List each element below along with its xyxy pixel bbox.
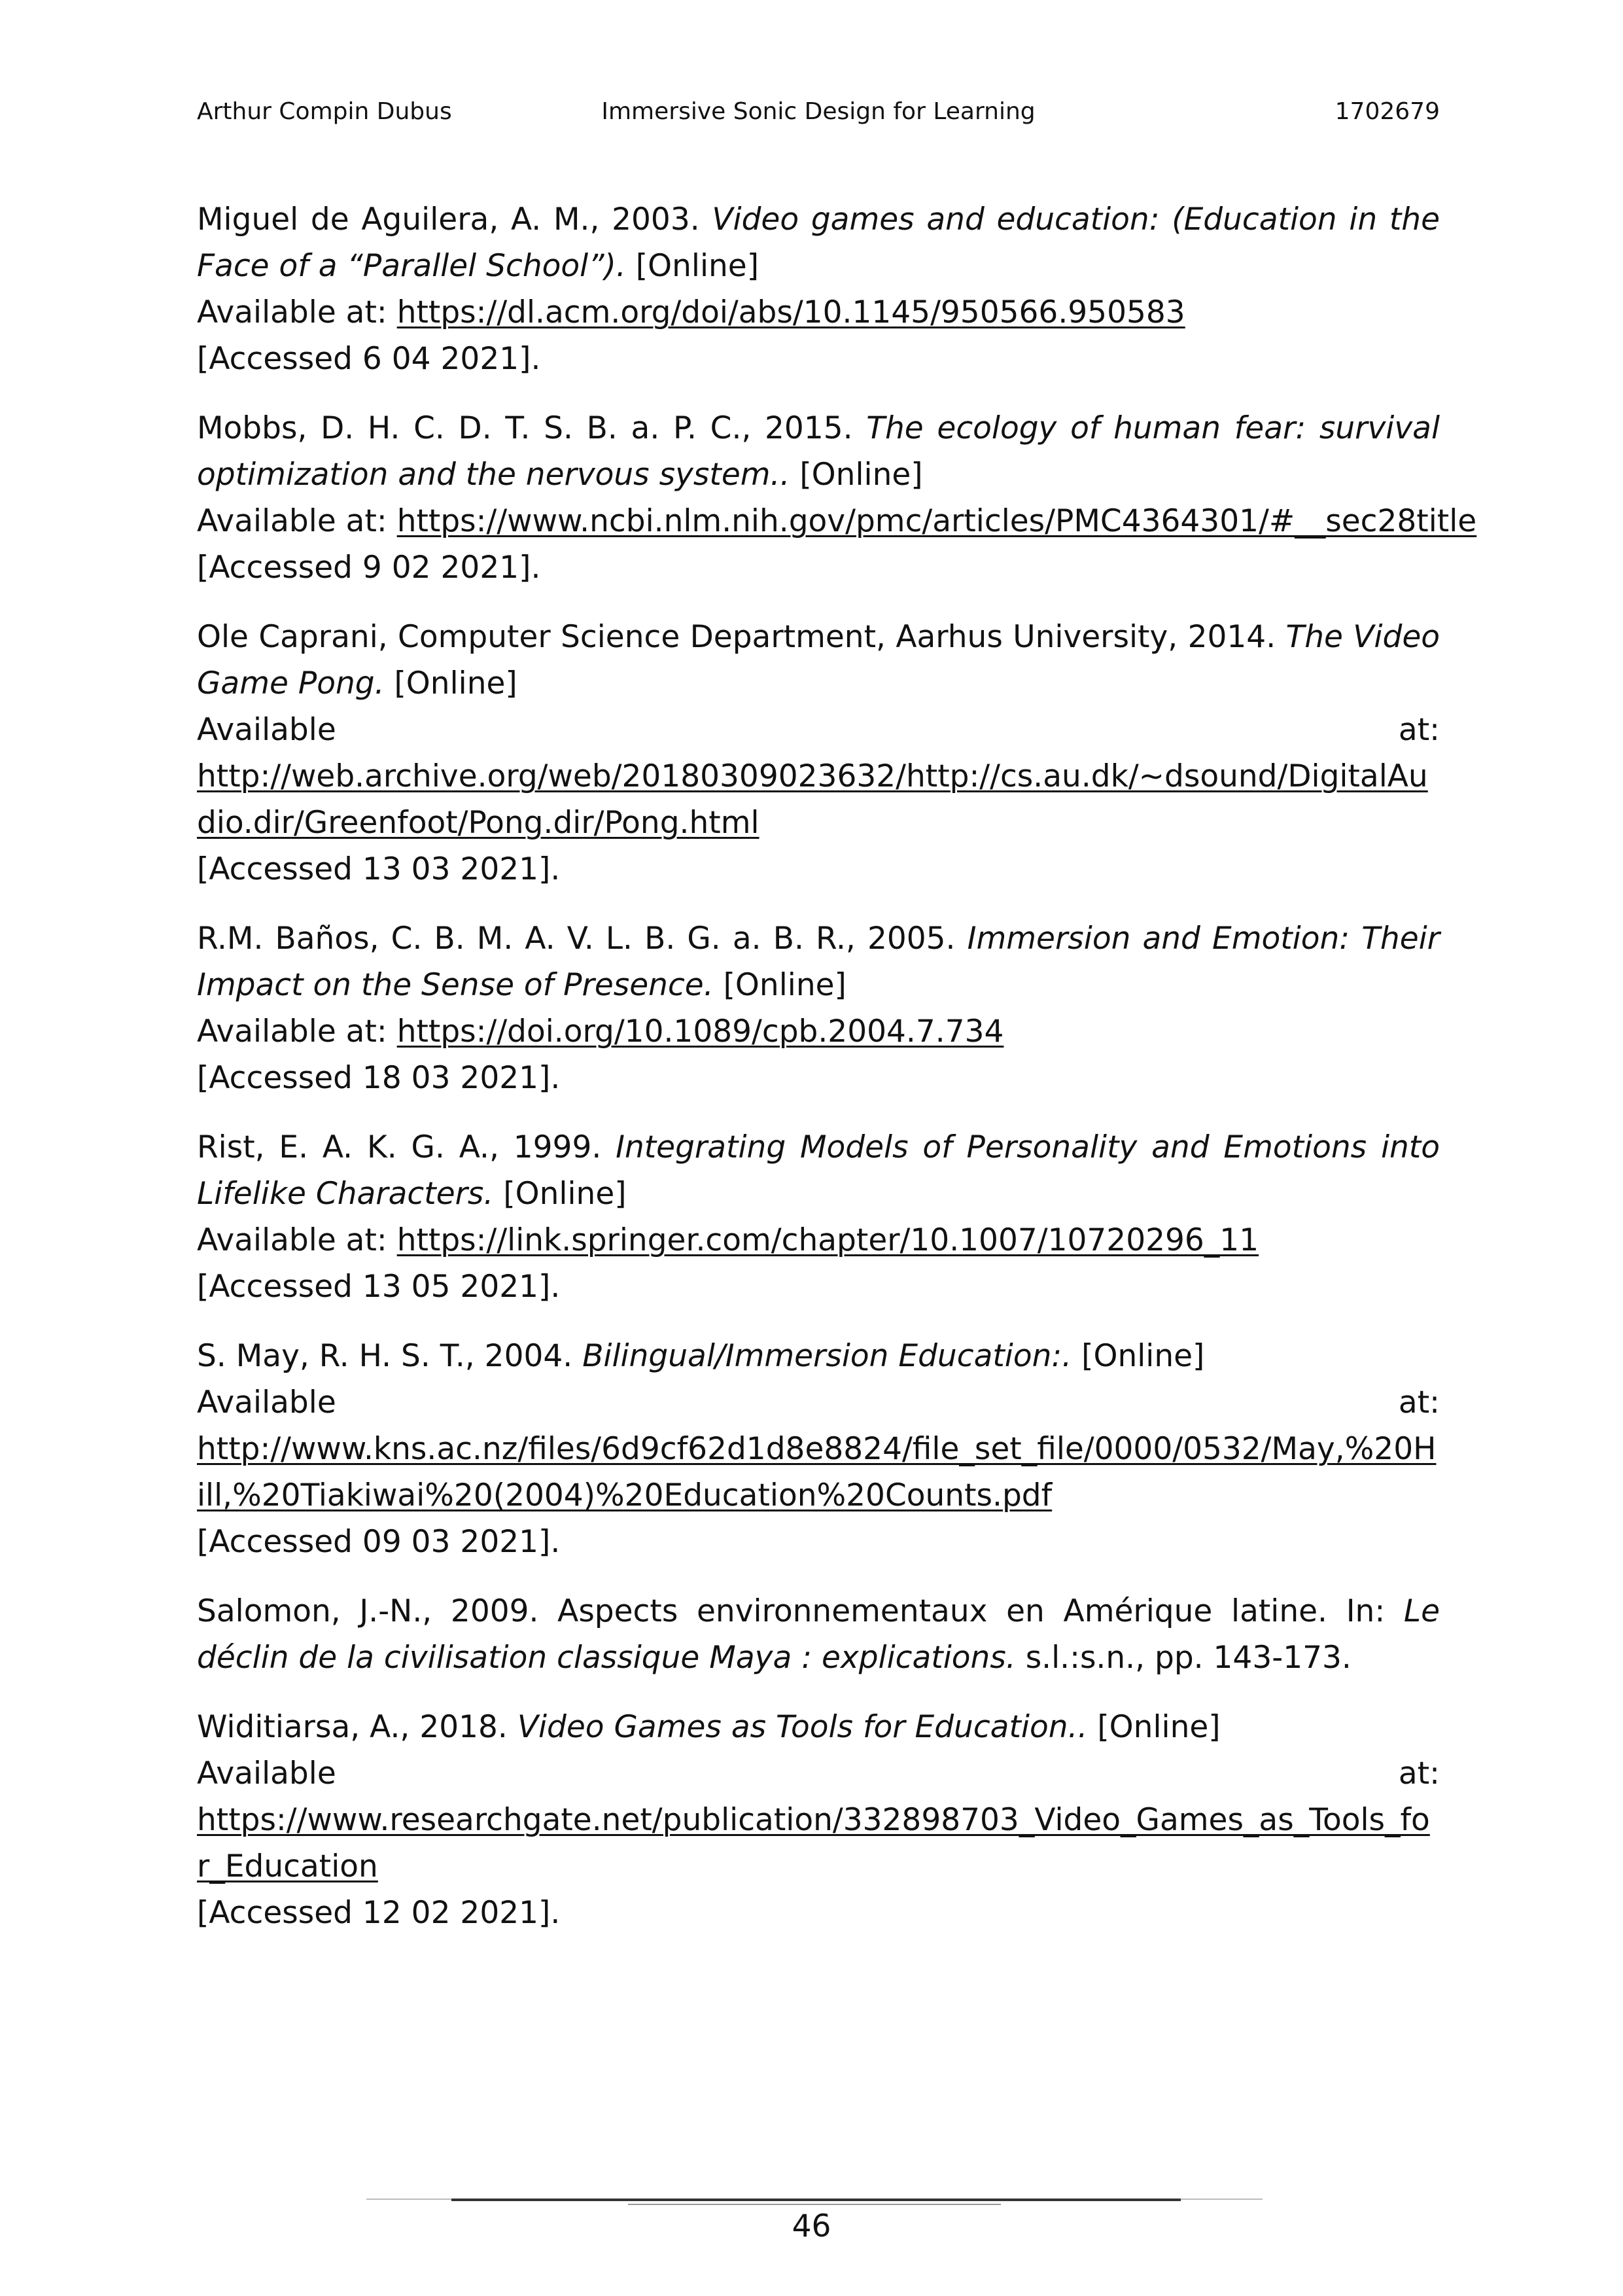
reference-accessed: [Accessed 12 02 2021]. (197, 1895, 561, 1931)
reference-title: Bilingual/Immersion Education:. (582, 1338, 1072, 1374)
reference-accessed: [Accessed 6 04 2021]. (197, 341, 541, 377)
available-label: Available at: (197, 1014, 397, 1050)
reference-title: Le déclin de la civilisation classique Maya : explications. (197, 1593, 1440, 1676)
reference-medium: [Online] (790, 457, 923, 493)
reference-citation (197, 405, 1440, 498)
reference-citation (197, 915, 1440, 1008)
reference-link[interactable]: http://web.archive.org/web/20180309023632/http://cs.au.dk/~dsound/DigitalAudio.dir/Greenfoot/Pong.dir/Pong.html (197, 758, 1428, 841)
reference-availability (197, 289, 1440, 336)
reference-title: The ecology of human fear: survival optimization and the nervous system.. (197, 410, 1440, 493)
reference-entry (197, 1124, 1440, 1310)
available-label: Available (197, 1756, 336, 1792)
reference-authors: Widitiarsa, A., 2018. (197, 1709, 517, 1745)
page-number: 46 (792, 2208, 831, 2244)
available-at-label: at: (1398, 1385, 1440, 1421)
reference-medium: [Online] (713, 967, 846, 1003)
header-student-id: 1702679 (1335, 98, 1440, 125)
reference-availability (197, 707, 1440, 753)
reference-link[interactable]: https://dl.acm.org/doi/abs/10.1145/950566.950583 (396, 294, 1185, 330)
reference-entry (197, 405, 1477, 591)
reference-authors: Salomon, J.-N., 2009. Aspects environnementaux en Amérique latine. In: (197, 1593, 1404, 1629)
reference-title: The Video Game Pong. (197, 619, 1440, 701)
reference-authors: Ole Caprani, Computer Science Department, Aarhus University, 2014. (197, 619, 1286, 655)
reference-link[interactable]: https://doi.org/10.1089/cpb.2004.7.734 (396, 1014, 1004, 1050)
reference-authors: Mobbs, D. H. C. D. T. S. B. a. P. C., 2015. (197, 410, 867, 446)
reference-availability (197, 498, 1477, 544)
available-label: Available at: (197, 294, 397, 330)
reference-availability (197, 1379, 1440, 1426)
reference-entry (197, 1588, 1440, 1681)
reference-authors: Miguel de Aguilera, A. M., 2003. (197, 202, 712, 238)
reference-link[interactable]: https://link.springer.com/chapter/10.1007/10720296_11 (396, 1222, 1259, 1258)
reference-authors: R.M. Baños, C. B. M. A. V. L. B. G. a. B. R., 2005. (197, 921, 968, 957)
reference-accessed: [Accessed 9 02 2021]. (197, 550, 541, 586)
page-header (197, 98, 1440, 131)
reference-accessed: [Accessed 18 03 2021]. (197, 1060, 561, 1096)
reference-entry (197, 1704, 1440, 1936)
available-at-label: at: (1398, 712, 1440, 748)
reference-medium: [Online] (625, 248, 759, 284)
reference-link[interactable]: https://www.ncbi.nlm.nih.gov/pmc/articles/PMC4364301/#__sec28title (396, 503, 1477, 539)
reference-citation (197, 1588, 1440, 1681)
reference-citation (197, 1704, 1440, 1750)
footer-divider-line (451, 2199, 1181, 2201)
available-label: Available at: (197, 503, 397, 539)
reference-citation (197, 196, 1440, 289)
reference-availability (197, 1217, 1440, 1263)
reference-publication: s.l.:s.n., pp. 143-173. (1015, 1640, 1352, 1676)
reference-medium: [Online] (384, 665, 517, 701)
reference-title: Immersion and Emotion: Their Impact on the Sense of Presence. (197, 921, 1440, 1003)
footer-divider-line (628, 2204, 1001, 2205)
reference-citation (197, 614, 1440, 707)
reference-medium: [Online] (1072, 1338, 1205, 1374)
header-author: Arthur Compin Dubus (197, 98, 452, 125)
reference-entry (197, 614, 1440, 892)
reference-availability (197, 1750, 1440, 1797)
reference-accessed: [Accessed 13 03 2021]. (197, 851, 561, 887)
reference-title: Integrating Models of Personality and Emotions into Lifelike Characters. (197, 1129, 1440, 1212)
reference-link[interactable]: https://www.researchgate.net/publication/332898703_Video_Games_as_Tools_for_Education (197, 1802, 1430, 1884)
reference-medium: [Online] (1087, 1709, 1221, 1745)
reference-entry (197, 915, 1440, 1101)
reference-medium: [Online] (493, 1176, 627, 1212)
reference-list (197, 196, 1477, 1959)
available-at-label: at: (1398, 1756, 1440, 1792)
reference-accessed: [Accessed 09 03 2021]. (197, 1524, 561, 1560)
reference-authors: Rist, E. A. K. G. A., 1999. (197, 1129, 616, 1165)
reference-authors: S. May, R. H. S. T., 2004. (197, 1338, 583, 1374)
reference-title: Video Games as Tools for Education.. (517, 1709, 1088, 1745)
available-label: Available at: (197, 1222, 397, 1258)
available-label: Available (197, 712, 336, 748)
reference-citation (197, 1333, 1440, 1379)
available-label: Available (197, 1385, 336, 1421)
header-title: Immersive Sonic Design for Learning (601, 98, 1036, 125)
reference-availability (197, 1008, 1440, 1055)
reference-link[interactable]: http://www.kns.ac.nz/files/6d9cf62d1d8e8824/file_set_file/0000/0532/May,%20Hill,%20Tiakiwai%20(2004)%20Education%20Counts.pdf (197, 1431, 1437, 1513)
reference-entry (197, 196, 1440, 382)
reference-citation (197, 1124, 1440, 1217)
reference-accessed: [Accessed 13 05 2021]. (197, 1269, 561, 1305)
reference-title: Video games and education: (Education in the Face of a “Parallel School”). (197, 202, 1440, 284)
reference-entry (197, 1333, 1440, 1565)
